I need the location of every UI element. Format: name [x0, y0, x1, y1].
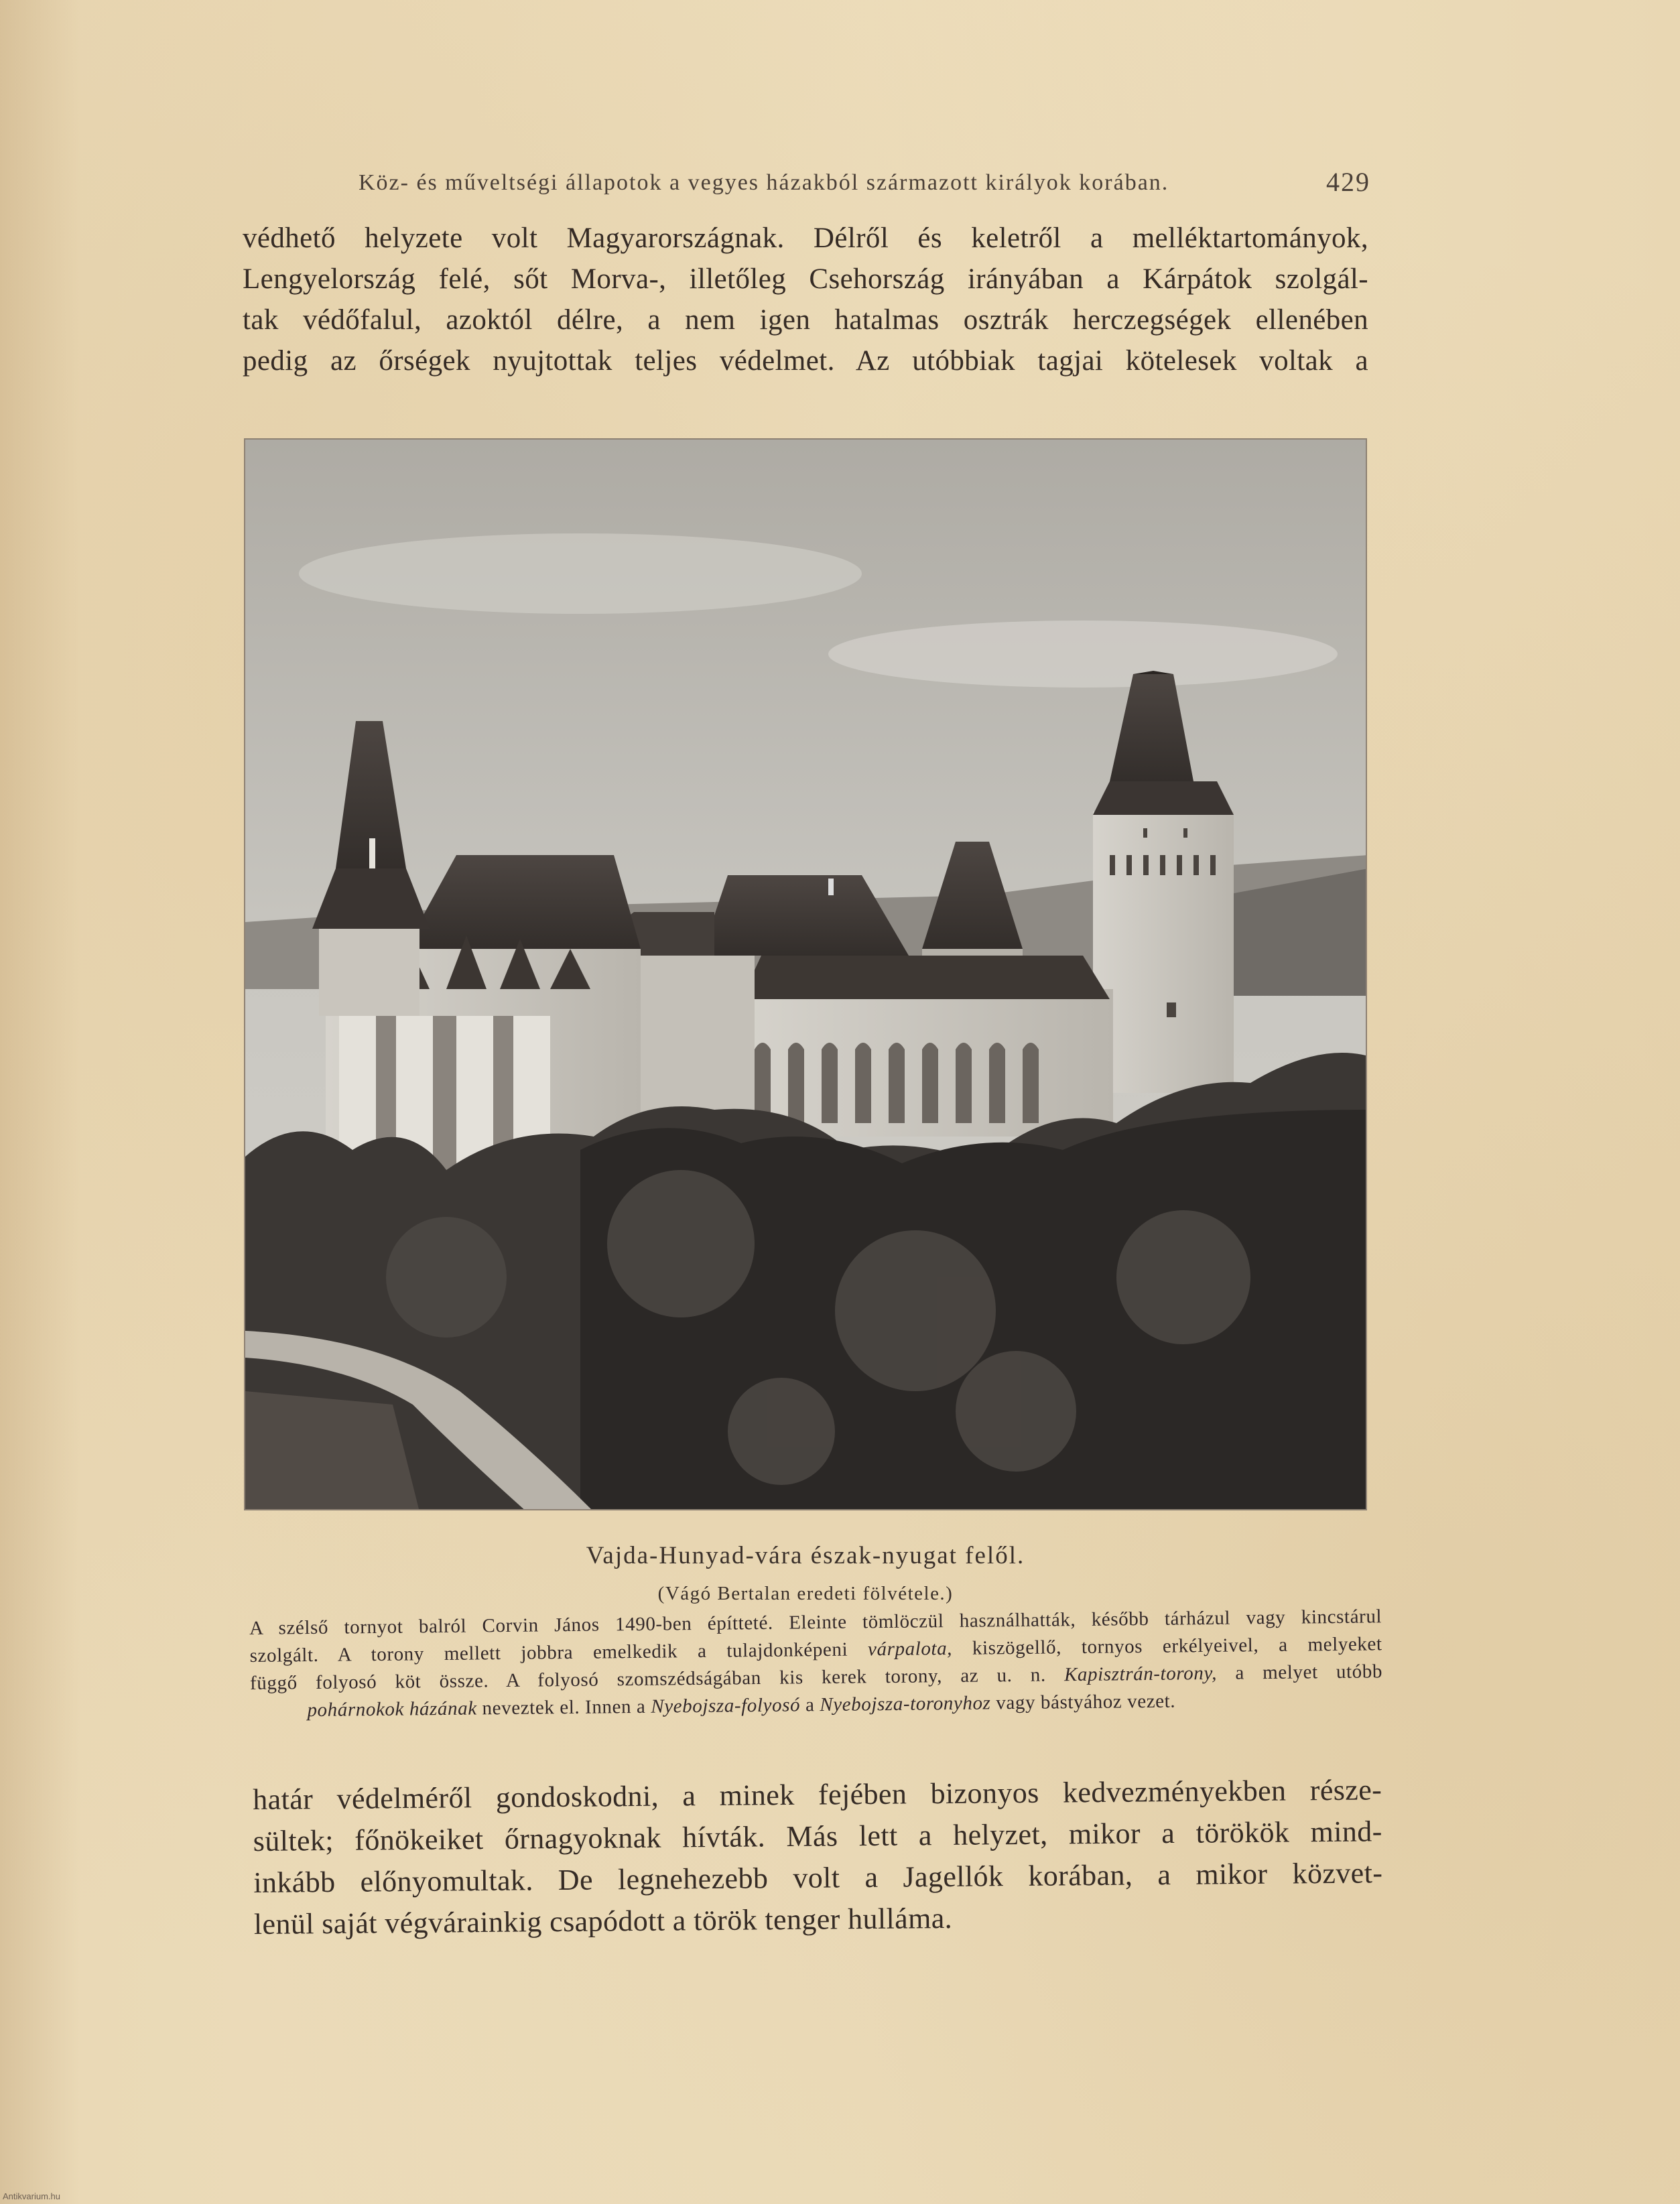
page-number: 429	[1326, 167, 1370, 197]
caption-text: a melyet utóbb	[1216, 1661, 1383, 1684]
figure-title: Vajda-Hunyad-vára észak-nyugat felől.	[586, 1542, 1025, 1569]
caption-text: függő folyosó köt össze. A folyosó szomszédságában kis kerek torony, az u. n.	[249, 1664, 1065, 1694]
text-line: határ védelméről gondoskodni, a minek fejében bizonyos kedvezményekben része-	[253, 1773, 1382, 1816]
castle-photograph	[244, 438, 1367, 1510]
caption-text: a	[799, 1694, 820, 1716]
text-line: inkább előnyomultak. De legnehezebb volt a Jagellók korában, a mikor közvet-	[253, 1856, 1383, 1899]
figure-credit: (Vágó Bertalan eredeti fölvétele.)	[657, 1583, 954, 1604]
watermark: Antikvarium.hu	[3, 2191, 60, 2201]
text-line: sültek; főnökeiket őrnagyoknak hívták. Más lett a helyzet, mikor a törökök mind-	[253, 1815, 1382, 1858]
caption-italic: Nyebojsza-toronyhoz	[820, 1692, 991, 1716]
text-line: lenül saját végvárainkig csapódott a török tenger hulláma.	[253, 1901, 953, 1941]
caption-text: szolgált. A torony mellett jobbra emelkedik a tulajdonképeni	[249, 1638, 868, 1667]
caption-italic: várpalota,	[867, 1638, 953, 1661]
body-text-bottom	[253, 1769, 1383, 1945]
running-header	[359, 166, 1370, 206]
running-header-title: Köz- és műveltségi állapotok a vegyes házakból származott királyok korában.	[359, 170, 1169, 195]
text-line: védhető helyzete volt Magyarországnak. Délről és keletről a melléktartományok,	[243, 222, 1368, 254]
caption-italic: pohárnokok házának	[307, 1697, 477, 1722]
body-text-top	[243, 218, 1368, 381]
text-line: Lengyelország felé, sőt Morva-, illetőleg Csehország irányában a Kárpátok szolgál-	[243, 263, 1368, 295]
caption-italic: Kapisztrán-torony,	[1063, 1662, 1218, 1686]
caption-text: vagy bástyához vezet.	[990, 1690, 1176, 1714]
caption-text: kiszögellő, tornyos erkélyeivel, a melyeket	[952, 1633, 1382, 1660]
figure-description	[249, 1603, 1383, 1725]
text-line: tak védőfalul, azoktól délre, a nem igen hatalmas osztrák herczegségek ellenében	[243, 304, 1368, 336]
caption-text: neveztek el. Innen a	[476, 1695, 651, 1720]
caption-line: A szélső tornyot balról Corvin János 1490-ben építteté. Eleinte tömlöczül használhatták, később tárházul vagy kincstárul	[249, 1606, 1382, 1639]
caption-italic: Nyebojsza-folyosó	[651, 1694, 801, 1717]
text-line: pedig az őrségek nyujtottak teljes védelmet. Az utóbbiak tagjai kötelesek voltak a	[243, 345, 1368, 377]
castle-illustration	[245, 440, 1367, 1510]
